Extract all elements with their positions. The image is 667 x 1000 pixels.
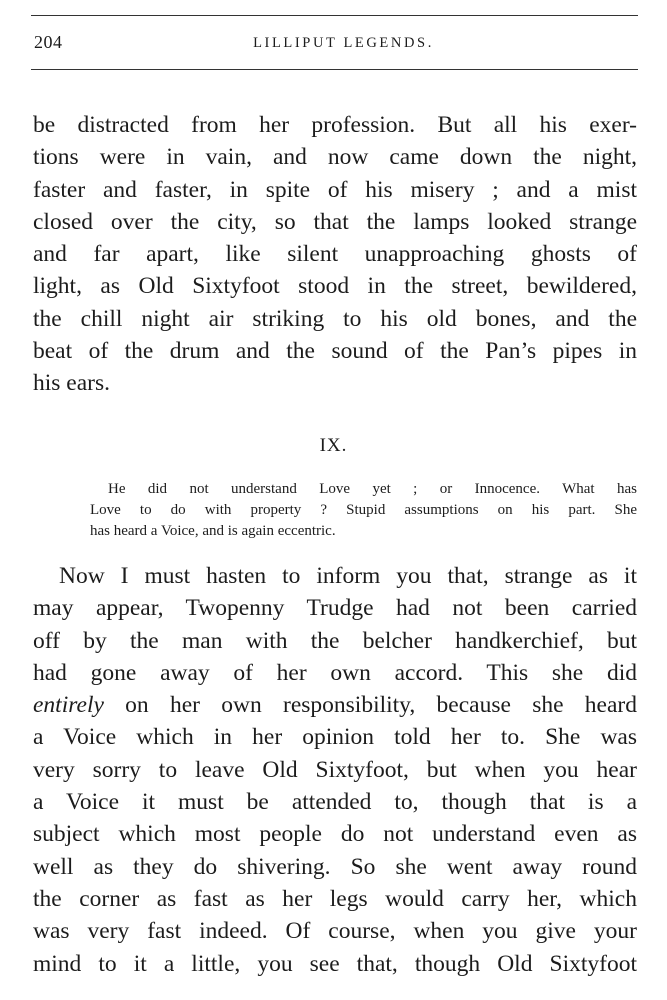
text-line: be distracted from her profession. But all his exer- [33, 112, 637, 138]
text-line: light, as Old Sixtyfoot stood in the street, bewildered, [33, 273, 637, 300]
text-line: faster and faster, in spite of his misery ; and a mist [33, 176, 637, 203]
text-line: his ears. [33, 370, 111, 397]
page-number: 204 [34, 32, 63, 52]
text-line: subject which most people do not understand even as [33, 821, 637, 848]
text-line: may appear, Twopenny Trudge had not been carried [33, 595, 637, 622]
text-line: the corner as fast as her legs would carry her, which [33, 885, 637, 912]
text-line: off by the man with the belcher handkerchief, but [33, 627, 637, 654]
text-line: closed over the city, so that the lamps looked strange [33, 208, 637, 235]
italic-word: entirely [33, 692, 104, 719]
chapter-heading: IX. [319, 435, 348, 456]
summary-line: has heard a Voice, and is again eccentric. [90, 523, 336, 539]
running-title: LILLIPUT LEGENDS. [253, 35, 434, 51]
text-line-with-italic [33, 689, 637, 721]
text-line: very sorry to leave Old Sixtyfoot, but when you hear [33, 756, 637, 783]
text-line: had gone away of her own accord. This she did [33, 659, 637, 686]
paragraph-2 [33, 560, 637, 980]
text-line: Now I must hasten to inform you that, strange as it [59, 563, 637, 589]
text-line: beat of the drum and the sound of the Pan’s pipes in [33, 338, 637, 365]
text-line: was very fast indeed. Of course, when you give your [33, 918, 637, 945]
text-line: the chill night air striking to his old bones, and the [33, 305, 637, 332]
text-line: and far apart, like silent unapproaching ghosts of [33, 241, 637, 268]
summary-line: Love to do with property ? Stupid assumptions on his part. She [90, 502, 637, 518]
paragraph-1 [33, 109, 637, 400]
chapter-summary [90, 479, 637, 542]
text-line: mind to it a little, you see that, though Old Sixtyfoot [33, 950, 637, 977]
summary-line: He did not understand Love yet ; or Innocence. What has [108, 481, 637, 497]
text-line: a Voice it must be attended to, though that is a [33, 789, 637, 816]
text-line-rest: on her own responsibility, because she heard [103, 692, 637, 719]
text-line: a Voice which in her opinion told her to. She was [33, 724, 637, 751]
text-line: tions were in vain, and now came down the night, [33, 144, 637, 171]
text-line: well as they do shivering. So she went away round [33, 853, 637, 880]
top-rule [31, 15, 638, 16]
header-rule [31, 69, 638, 70]
